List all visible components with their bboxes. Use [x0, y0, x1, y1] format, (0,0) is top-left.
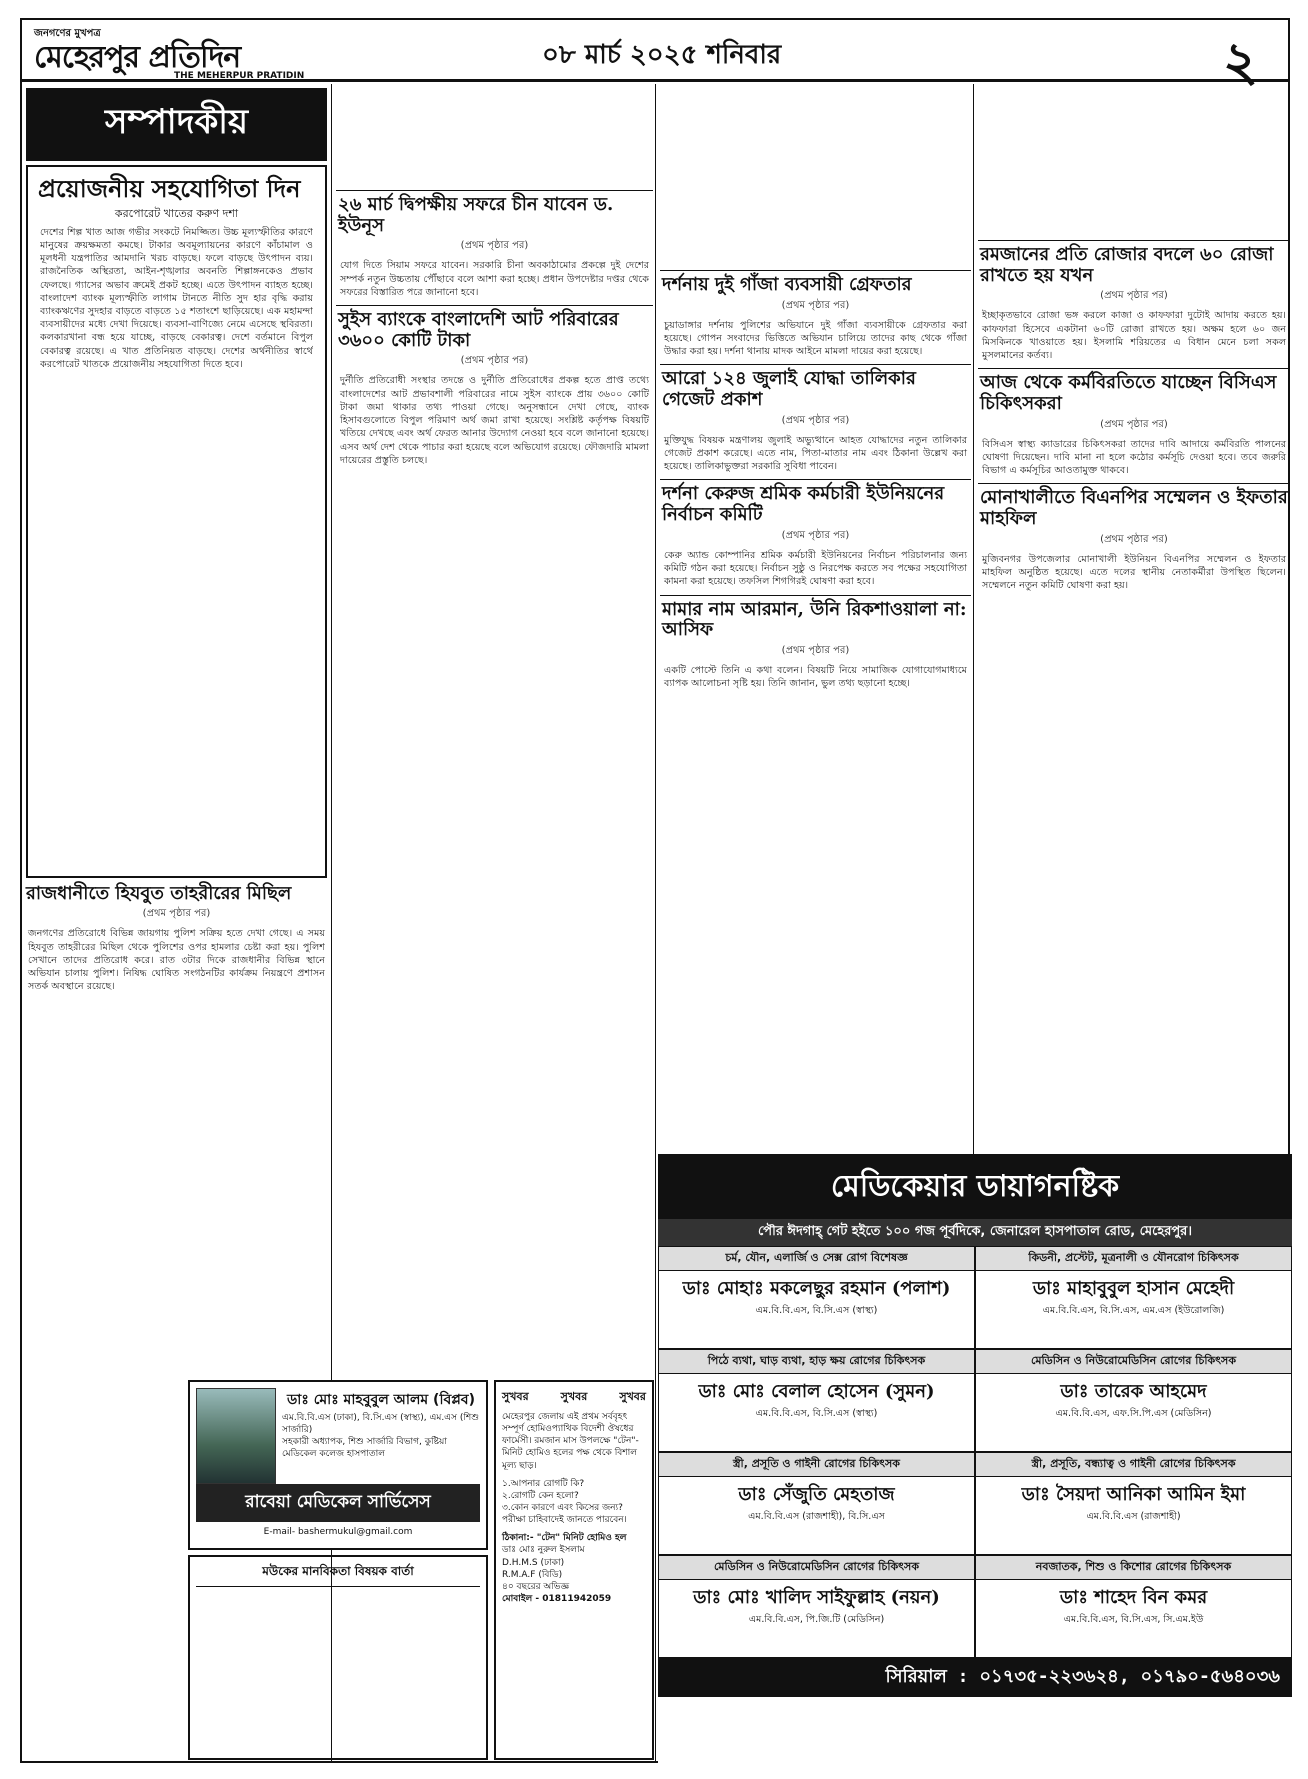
editorial-title: প্রয়োজনীয় সহযোগিতা দিন — [38, 174, 301, 203]
doctor-specialty: চর্ম, যৌন, এলার্জি ও সেক্স রোগ বিশেষজ্ঞ — [659, 1247, 974, 1271]
divider — [660, 595, 971, 596]
doctor-specialty: নবজাতক, শিশু ও কিশোর রোগের চিকিৎসক — [976, 1556, 1291, 1580]
doctor-card — [658, 1452, 975, 1555]
headline-china: ২৬ মার্চ দ্বিপক্ষীয় সফরে চীন যাবেন ড. ইউনূস — [338, 194, 614, 236]
continuation-note: (প্রথম পৃষ্ঠার পর) — [781, 299, 850, 311]
notice-ad — [188, 1555, 488, 1760]
doctor-card — [975, 1349, 1292, 1452]
headline-armaan: মামার নাম আরমান, উনি রিকশাওয়ালা না: আসিফ — [662, 598, 967, 641]
doctor-qualification: এম.বি.বি.এস (রাজশাহী) — [1086, 1511, 1181, 1522]
editorial-body: দেশের শিল্প খাত আজ গভীর সংকটে নিমজ্জিত। উচ্চ মূল্যস্ফীতির কারণে মানুষের ক্রয়ক্ষমতা কমছে। টাকার অবমূল্যায়নের কারণে কাঁচামাল ও মূলধনী যন্ত্রপাতির আমদানি খরচ বাড়ছে। ফলে বাড়ছে উৎপাদন ব্যয়। রাজনৈতিক অস্থিরতা, আইন-শৃঙ্খলার অবনতি শিল্পাঙ্গনকেও প্রভাব ফেলছে। গ্যাসের অভাব ক্রমেই প্রকট হচ্ছে। এতে উৎপাদন ব্যাহত হচ্ছে। বাংলাদেশ ব্যাংক মূল্যস্ফীতি লাগাম টানতে নীতি সুদ হার বৃদ্ধি করায় ব্যাংকঋণের সুদহার বাড়তে বাড়তে ১৫ শতাংশে ছাড়িয়েছে। এক মহামন্দা ব্যবসায়ীদের মধ্যে দেখা দিয়েছে। ব্যবসা-বাণিজ্যে নেমে এসেছে স্থবিরতা। কলকারখানা বন্ধ হয়ে যাচ্ছে, বাড়ছে বেকারত্ব। দেশে বর্তমানে বিপুল বেকারত্ব রয়েছে। এ খাত প্রতিনিয়ত বাড়ছে। দেশের অর্থনীতির স্বার্থে করপোরেট খাতকে প্রয়োজনীয় সহযোগিতা দিতে হবে। — [40, 226, 313, 370]
homeo-ad — [494, 1380, 654, 1760]
masthead — [22, 20, 1288, 93]
doctor-qualification: এম.বি.বি.এস, বি.সি.এস, সি.এম.ইউ — [1063, 1614, 1204, 1625]
article-body-ganja: চুয়াডাঙ্গার দর্শনায় পুলিশের অভিযানে দুই গাঁজা ব্যবসায়ীকে গ্রেফতার করা হয়েছে। গোপন সংবাদের ভিত্তিতে অভিযান চালিয়ে তাদের কাছ থেকে গাঁজা উদ্ধার করা হয়। দর্শনা থানায় মাদক আইনে মামলা দায়ের করা হয়েছে। — [664, 319, 967, 358]
doctor-specialty: স্ত্রী, প্রসূতি, বন্ধ্যাত্ব ও গাইনী রোগের চিকিৎসক — [976, 1453, 1291, 1477]
divider — [978, 368, 1290, 369]
article-continuation-top — [340, 84, 649, 184]
homeo-doctor: ডাঃ মোঃ নুরুল ইসলাম — [502, 1545, 585, 1556]
doctor-name: ডাঃ তারেক আহমেদ — [1060, 1381, 1207, 1402]
continuation-note: (প্রথম পৃষ্ঠার পর) — [1100, 418, 1168, 430]
headline-ganja: দর্শনায় দুই গাঁজা ব্যবসায়ী গ্রেফতার — [662, 274, 912, 295]
doctor-photo — [196, 1388, 276, 1484]
diagnostic-title: মেডিকেয়ার ডায়াগনষ্টিক — [658, 1156, 1292, 1219]
doctor-card — [658, 1349, 975, 1452]
headline-hizbut: রাজধানীতে হিযবুত তাহরীরের মিছিল — [26, 882, 292, 904]
doctor-card — [975, 1452, 1292, 1555]
continuation-note: (প্রথম পৃষ্ঠার পর) — [460, 355, 529, 367]
article-body-july: মুক্তিযুদ্ধ বিষয়ক মন্ত্রণালয় জুলাই অভ্যুত্থানে আহত যোদ্ধাদের নতুন তালিকার গেজেট প্রকাশ করেছে। এতে নাম, পিতা-মাতার নাম এবং ঠিকানা উল্লেখ করা হয়েছে। তালিকাভুক্তরা সরকারি সুবিধা পাবেন। — [664, 434, 967, 473]
continuation-note: (প্রথম পৃষ্ঠার পর) — [781, 414, 850, 426]
doctor-name: ডাঃ মোহাঃ মকলেছুর রহমান (পলাশ) — [682, 1278, 951, 1299]
notice-title: মউকের মানবিকতা বিষয়ক বার্তা — [196, 1563, 480, 1587]
doctor-specialty: স্ত্রী, প্রসূতি ও গাইনী রোগের চিকিৎসক — [659, 1453, 974, 1477]
homeo-q1: ১.আপনার রোগটি কি? — [502, 1478, 585, 1489]
doctor-specialty: পিঠে ব্যথা, ঘাড় ব্যথা, হাড় ক্ষয় রোগের চিকিৎসক — [659, 1350, 974, 1374]
doctor-card — [975, 1555, 1292, 1658]
doctor-card — [975, 1246, 1292, 1349]
doctor-qualification: এম.বি.বি.এস, বি.সি.এস (স্বাস্থ্য) — [755, 1408, 878, 1419]
article-continuation-top — [982, 84, 1286, 234]
homeo-mobile: মোবাইল - 01811942059 — [502, 1593, 612, 1604]
article-body-union: কেরু অ্যান্ড কোম্পানির শ্রমিক কর্মচারী ইউনিয়নের নির্বাচন পরিচালনার জন্য কমিটি গঠন করা হয়েছে। নির্বাচন সুষ্ঠু ও নিরপেক্ষ করতে সব পক্ষের সহযোগিতা কামনা করা হয়েছে। তফসিল শিগগিরই ঘোষণা করা হবে। — [664, 549, 967, 588]
homeo-headline: সুখবর — [502, 1390, 529, 1403]
doctor-qualification: এম.বি.বি.এস, বি.সি.এস (স্বাস্থ্য) — [755, 1305, 878, 1316]
headline-swiss: সুইস ব্যাংকে বাংলাদেশি আট পরিবারের ৩৬০০ কোটি টাকা — [338, 309, 619, 351]
doctor-card — [658, 1246, 975, 1349]
doctor-qualification: এম.বি.বি.এস (রাজশাহী), বি.সি.এস — [748, 1511, 885, 1522]
doctor-grid — [658, 1246, 1292, 1658]
newspaper-page — [20, 18, 1290, 1763]
article-body-swiss: দুর্নীতি প্রতিরোধী সংস্থার তদন্তে ও দুর্নীতি প্রতিরোধের প্রকল্প হতে প্রাপ্ত তথ্যে বাংলাদেশের আট প্রভাবশালী পরিবারের নামে সুইস ব্যাংকে প্রায় ৩৬০০ কোটি টাকা জমা থাকার তথ্য পাওয়া গেছে। অনুসন্ধানে দেখা গেছে, ব্যাংক হিসাবগুলোতে বিপুল পরিমাণ অর্থ জমা রাখা হয়েছে। সংশ্লিষ্ট কর্তৃপক্ষ বিষয়টি খতিয়ে দেখছে এবং অর্থ ফেরত আনার উদ্যোগ নেওয়া হবে বলে জানানো হয়েছে। এসব অর্থ দেশ থেকে পাচার করা হয়েছে বলে অভিযোগ রয়েছে। ফৌজদারি মামলা দায়েরের প্রস্তুতি চলছে। — [340, 375, 649, 466]
doctor-qualification: এম.বি.বি.এস, পি.জি.টি (মেডিসিন) — [748, 1614, 885, 1625]
paper-logo — [34, 26, 354, 81]
continuation-note: (প্রথম পৃষ্ঠার পর) — [1100, 290, 1168, 302]
homeo-experience: ৪০ বছরের অভিজ্ঞ — [502, 1581, 570, 1592]
divider — [978, 240, 1290, 241]
doctor-specialty: মেডিসিন ও নিউরোমেডিসিন রোগের চিকিৎসক — [976, 1350, 1291, 1374]
homeo-header — [502, 1388, 646, 1407]
clinic-name: রাবেয়া মেডিকেল সার্ভিসেস — [196, 1484, 480, 1522]
diagnostic-address: পৌর ঈদগাহ্ গেট হইতে ১০০ গজ পূর্বদিকে, জেনারেল হাসপাতাল রোড, মেহেরপুর। — [658, 1219, 1292, 1246]
editorial-subtitle: করপোরেট খাতের করুণ দশা — [114, 206, 239, 220]
homeo-headline: সুখবর — [619, 1390, 646, 1403]
doctor-qualification: এম.বি.বি.এস (ঢাকা), বি.সি.এস (স্বাস্থ্য), এম.এস (শিশু সার্জারি) — [282, 1413, 479, 1436]
continuation-note: (প্রথম পৃষ্ঠার পর) — [460, 240, 529, 252]
logo-name: মেহেরপুর প্রতিদিন — [34, 40, 241, 75]
divider — [660, 270, 971, 271]
headline-bcs: আজ থেকে কর্মবিরতিতে যাচ্ছেন বিসিএস চিকিৎসকরা — [980, 372, 1277, 414]
homeo-degree: D.H.M.S (ঢাকা) — [502, 1557, 565, 1568]
logo-tagline: জনগণের মুখপত্র — [34, 28, 101, 39]
headline-union: দর্শনা কেরুজ শ্রমিক কর্মচারী ইউনিয়নের নির্বাচন কমিটি — [662, 483, 945, 526]
doctor-name: ডাঃ মোঃ খালিদ সাইফুল্লাহ (নয়ন) — [693, 1587, 940, 1608]
divider — [660, 364, 971, 365]
doctor-name: ডাঃ মাহাবুবুল হাসান মেহেদী — [1032, 1278, 1235, 1299]
headline-july: আরো ১২৪ জুলাই যোদ্ধা তালিকার গেজেট প্রকাশ — [662, 368, 916, 411]
article-body-ramadan: ইচ্ছাকৃতভাবে রোজা ভঙ্গ করলে কাজা ও কাফফারা দুটোই আদায় করতে হয়। কাফফারা হিসেবে একটানা ৬০টি রোজা রাখতে হয়। অক্ষম হলে ৬০ জন মিসকিনকে খাওয়াতে হয়। ইসলামি শরিয়তের এ বিধান মেনে চলা সকল মুসলমানের কর্তব্য। — [982, 310, 1286, 362]
doctor-specialty: কিডনী, প্রস্টেট, মূত্রনালী ও যৌনরোগ চিকিৎসক — [976, 1247, 1291, 1271]
doctor-name: ডাঃ শাহেদ বিন কমর — [1059, 1587, 1208, 1608]
article-body-armaan: একটি পোস্টে তিনি এ কথা বলেন। বিষয়টি নিয়ে সামাজিক যোগাযোগমাধ্যমে ব্যাপক আলোচনা সৃষ্টি হয়। তিনি জানান, ভুল তথ্য ছড়ানো হচ্ছে। — [664, 664, 967, 690]
continuation-note: (প্রথম পৃষ্ঠার পর) — [142, 908, 211, 920]
doctor-specialty: মেডিসিন ও নিউরোমেডিসিন রোগের চিকিৎসক — [659, 1556, 974, 1580]
homeo-q4: পরীক্ষা চাহিবাদেই জানতে পারবেন। — [502, 1515, 627, 1526]
doctor-qualification: এম.বি.বি.এস, এফ.সি.পি.এস (মেডিসিন) — [1055, 1408, 1212, 1419]
homeo-q2: ২.রোগটি কেন হলো? — [502, 1490, 579, 1501]
divider — [336, 190, 653, 191]
headline-bnp: মোনাখালীতে বিএনপির সম্মেলন ও ইফতার মাহফিল — [980, 487, 1288, 530]
continuation-note: (প্রথম পৃষ্ঠার পর) — [781, 644, 850, 656]
page-number: ২ — [1222, 29, 1258, 93]
doctor-qualification: এম.বি.বি.এস, বি.সি.এস, এম.এস (ইউরোলজি) — [1042, 1305, 1225, 1316]
homeo-body: মেহেরপুর জেলায় এই প্রথম সর্ববৃহৎ সম্পূর্ণ হোমিওপ্যাথিক বিদেশী ঔষধের ফার্মেসী। রমজান মাস উপলক্ষে "টেন"-মিনিট হোমিও হলের পক্ষ থেকে বিশাল মূল্য ছাড়। — [502, 1412, 639, 1471]
bottom-ads — [22, 1380, 656, 1765]
divider — [660, 479, 971, 480]
headline-ramadan: রমজানের প্রতি রোজার বদলে ৬০ রোজা রাখতে হয় যখন — [980, 244, 1274, 286]
article-body-bcs: বিসিএস স্বাস্থ্য ক্যাডারের চিকিৎসকরা তাদের দাবি আদায়ে কর্মবিরতি পালনের ঘোষণা দিয়েছেন। দাবি মানা না হলে কঠোর কর্মসূচি দেওয়া হবে। তবে জরুরি বিভাগ এ কর্মসূচির আওতামুক্ত থাকবে। — [982, 438, 1286, 477]
homeo-q3: ৩.কোন কারণে এবং কিসের জন্য? — [502, 1502, 623, 1513]
homeo-address: ঠিকানা:- "টেন" মিনিট হোমিও হল — [502, 1533, 627, 1544]
doctor-designation: সহকারী অধ্যাপক, শিশু সার্জারি বিভাগ, কুষ্টিয়া মেডিকেল কলেজ হাসপাতাল — [282, 1437, 447, 1460]
issue-date: ০৮ মার্চ ২০২৫ শনিবার — [542, 40, 782, 70]
continuation-note: (প্রথম পৃষ্ঠার পর) — [1100, 533, 1168, 545]
article-body-china: যোগ দিতে সিয়াম সফরে যাবেন। সরকারি চীনা অবকাঠামোর প্রকল্পে দুই দেশের সম্পর্ক নতুন উচ্চতায় পৌঁছাবে বলে আশা করা হচ্ছে। প্রধান উপদেষ্টার দপ্তর থেকে সফরের বিস্তারিত পরে জানানো হবে। — [340, 260, 649, 298]
homeo-headline: সুখবর — [560, 1390, 588, 1403]
doctor-name: ডাঃ মোঃ বেলাল হোসেন (সুমন) — [698, 1381, 935, 1402]
divider — [978, 483, 1290, 484]
diagnostic-ad — [658, 1154, 1292, 1765]
homeo-degree: R.M.A.F (বিডি) — [502, 1569, 563, 1580]
article-body-hizbut: জনগণের প্রতিরোধে বিভিন্ন জায়গায় পুলিশ সক্রিয় হতে দেখা গেছে। এ সময় হিযবুত তাহরীরের মিছিল থেকে পুলিশের ওপর হামলার চেষ্টা করা হয়। পুলিশ সেখানে তাদের প্রতিরোধ করে। রাত ৩টার দিকে রাজধানীর বিভিন্ন স্থানে অভিযান চালায় পুলিশ। নিষিদ্ধ ঘোষিত সংগঠনটির কার্যক্রম নিয়ন্ত্রণে প্রশাসন সতর্ক অবস্থানে রয়েছে। — [28, 928, 325, 993]
divider — [336, 305, 653, 306]
doctor-ad — [188, 1380, 488, 1550]
serial-numbers: সিরিয়াল : ০১৭৩৫-২২৩৬২৪, ০১৭৯০-৫৬৪০৩৬ — [658, 1658, 1292, 1697]
article-body-bnp: মুজিবনগর উপজেলার মোনাখালী ইউনিয়ন বিএনপির সম্মেলন ও ইফতার মাহফিল অনুষ্ঠিত হয়েছে। এতে দলের স্থানীয় নেতাকর্মীরা উপস্থিত ছিলেন। সম্মেলনে নতুন কমিটি ঘোষণা করা হয়। — [982, 553, 1286, 592]
editorial-banner: সম্পাদকীয় — [26, 88, 327, 161]
doctor-name: ডাঃ মোঃ মাহবুবুল আলম (বিপ্লব) — [287, 1392, 475, 1408]
article-continuation-top — [664, 84, 967, 264]
editorial-box — [26, 165, 327, 878]
continuation-note: (প্রথম পৃষ্ঠার পর) — [781, 529, 850, 541]
logo-name-english: THE MEHERPUR PRATIDIN — [174, 71, 305, 81]
doctor-name: ডাঃ সেঁজুতি মেহতাজ — [738, 1484, 895, 1505]
clinic-email: E-mail- bashermukul@gmail.com — [263, 1527, 413, 1537]
doctor-card — [658, 1555, 975, 1658]
doctor-name: ডাঃ সৈয়দা আনিকা আমিন ইমা — [1021, 1484, 1246, 1505]
